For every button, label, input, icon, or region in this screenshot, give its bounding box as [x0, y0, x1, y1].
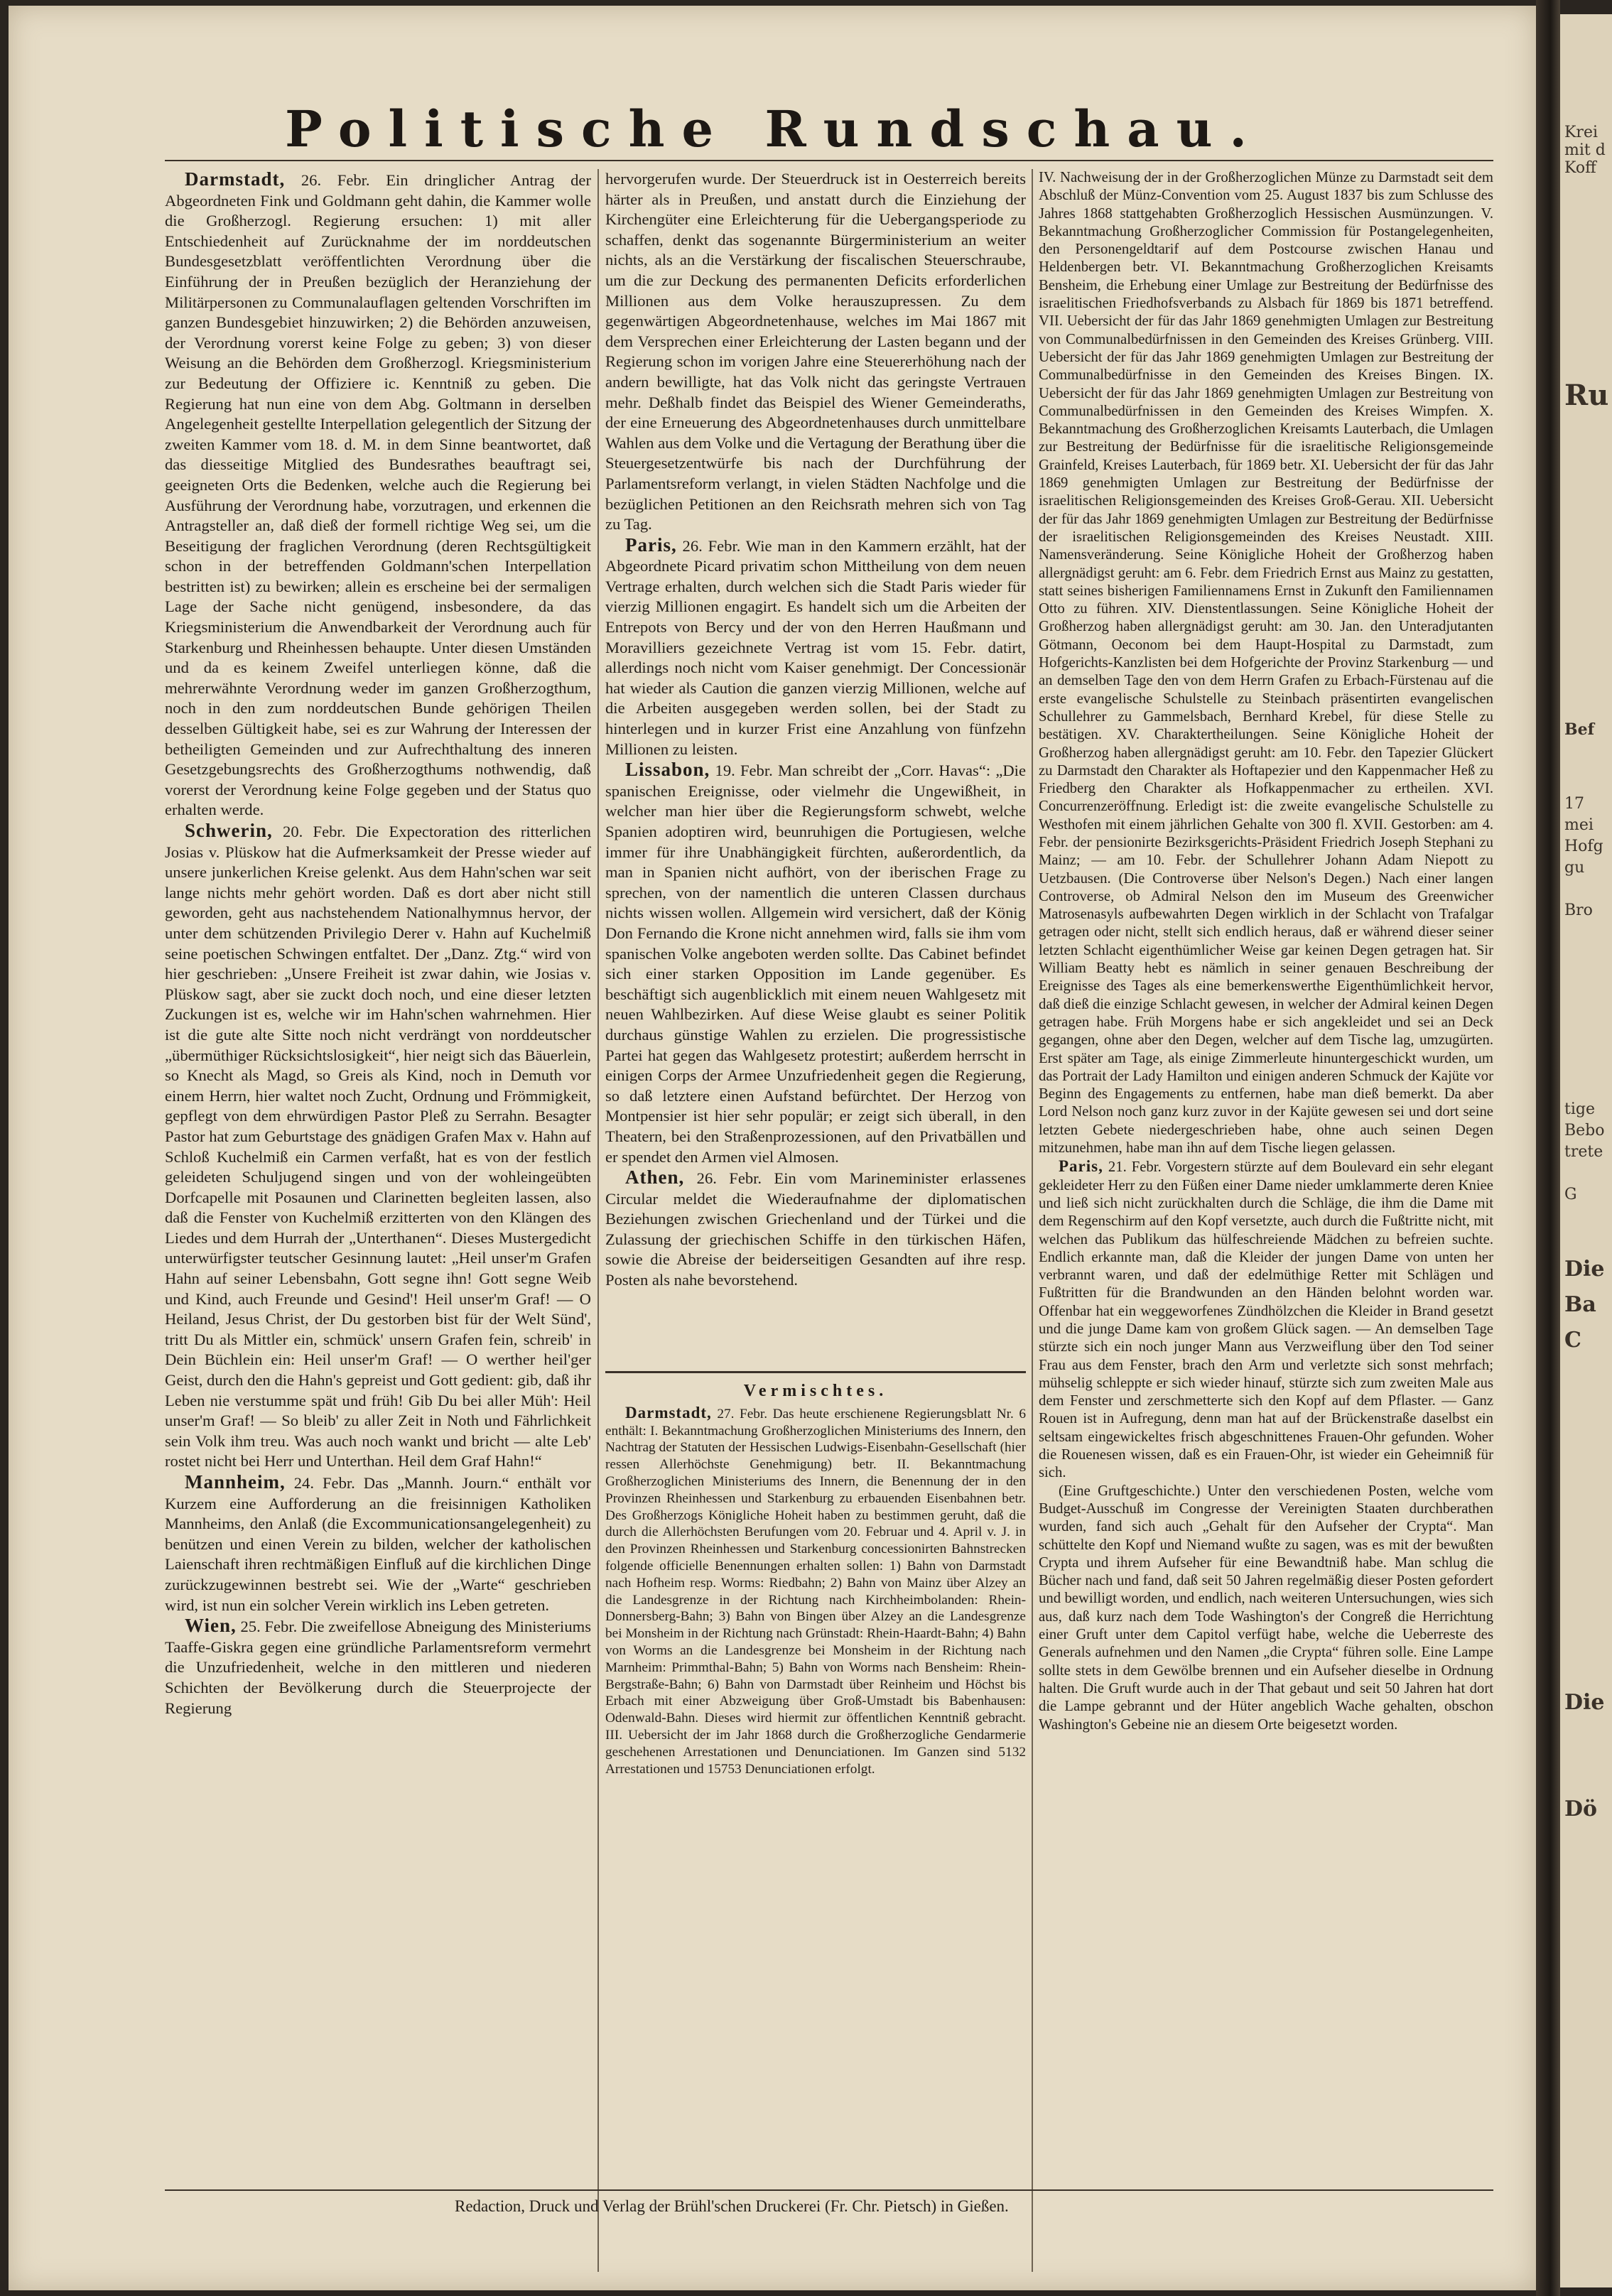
article-body: 20. Febr. Die Expectoration des ritterlichen Josias v. Plüskow hat die Aufmerksamkeit der Presse wieder auf unsere junkerlichen Kreise gelenkt. Aus dem Hahn'schen war seit lange nichts mehr gehört worden. Daß es dort aber nicht still geworden, geht aus nachstehendem Nationalhymnus hervor, der unter dem schützenden Privilegio Derer v. Hahn auf Kuchelmiß seine poetischen Schwingen entfaltet. Der „Danz. Ztg.“ wird von hier geschrieben: „Unsere Freiheit ist zwar dahin, wie Josias v. Plüskow sagt, aber sie zuckt doch noch, und eine dieser letzten Zuckungen ist es, welche wir im Hahn'schen wahrnehmen. Hier ist die gute alte Sitte noch nicht verdrängt von norddeutscher „übermüthiger Rücksichtslosigkeit“, hier neigt sich das Bäuerlein, so Knecht als Magd, so Greis als Kind, noch in Demuth vor einem Herrn, hier waltet noch Zucht, Ordnung und Frömmigkeit, gepflegt von dem ehrwürdigen Pastor Pleß zu Serrahn. Besagter Pastor hat zum Geburtstage des gnädigen Grafen Max v. Hahn auf Schloß Kuchelmiß ein Carmen verfaßt, hat es von der festlich geleideten Schuljugend singen und von der wohleingeübten Dorfcapelle mit Posaunen und Clarinetten begleiten lassen, also daß die Fenster von Kuchelmiß erzitterten von den Klängen des Liedes und dem Hurrah der „Unterthanen“. Dieses Mustergedicht unterwürfigster teutscher Gesinnung lautet: „Heil unser'm Grafen Hahn auf seiner Lebensbahn, Gott segne ihn! Gott segne Weib und Kind, auch Freunde und Gesind'! Heil unser'm Graf! — O Heiland, Jesus Christ, der Du gestorben bist für der Welt Sünd', tritt Du als Mittler ein, schmück' unsern Grafen fein, schreib' in Dein Büchlein ein: Heil unser'm Graf! — O werther heil'ger Geist, durch den die Hahn's gepreist und Gott gedient: gib, daß ihr Leben nie verstumme spät und früh! Gib Du bei aller Müh': Heil unser'm Graf! — So bleib' zu aller Zeit in Noth und Fährlichkeit sein Volk ihm treu. Was auch noch wankt und bricht — alte Leb' rostet nicht bei Herr und Unterthan. Heil dem Graf Hahn!“	[165, 823, 591, 1471]
article-body: 27. Febr. Das heute erschienene Regierungsblatt Nr. 6 enthält: I. Bekanntmachung Großherzoglichen Ministeriums des Innern, den Nachtrag der Statuten der Hessischen Ludwigs-Eisenbahn-Gesellschaft (hier ressen Allerhöchste Genehmigung) betr. II. Bekanntmachung Großherzoglichen Ministeriums des Innern, die Benennung der in den Provinzen Rheinhessen und Starkenburg zu erbauenden Eisenbahnen betr. Des Großherzogs Königliche Hoheit haben zu bestimmen geruht, daß die durch die Allerhöchsten Berufungen vom 20. Februar und 4. April v. J. in den Provinzen Rheinhessen und Starkenburg concessionirten Bahnstrecken folgende officielle Benennungen erhalten sollen: 1) Bahn von Darmstadt nach Hofheim resp. Worms: Riedbahn; 2) Bahn von Mainz über Alzey an die Landesgrenze in der Richtung nach Kirchheimbolanden: Rhein-Donnersberg-Bahn; 3) Bahn von Bingen über Alzey an die Landesgrenze bei Monsheim in der Richtung nach Grünstadt: Rhein-Haardt-Bahn; 4) Bahn von Worms an die Landesgrenze bei Monsheim in der Richtung nach Marnheim: Primmthal-Bahn; 5) Bahn von Worms nach Bensheim: Rhein-Bergstraße-Bahn; 6) Bahn von Darmstadt über Reinheim und Höchst bis Erbach mit einer Abzweigung über Groß-Umstadt bis Babenhausen: Odenwald-Bahn. Dieses wird hiermit zur öffentlichen Kenntniß gebracht. III. Uebersicht der im Jahr 1868 durch die Großherzogliche Gendarmerie geschehenen Arrestationen und Denunciationen. Im Ganzen sind 5132 Arrestationen und 15753 Denunciationen erfolgt.	[605, 1406, 1026, 1777]
dateline-place: Paris,	[625, 534, 677, 556]
column-3	[1039, 169, 1493, 2275]
dateline-place: Mannheim,	[185, 1471, 286, 1493]
article-body: 26. Febr. Ein vom Marineminister erlassenes Circular meldet die Wiederaufnahme der diplomatischen Beziehungen zwischen Griechenland und der Türkei und die Zulassung der griechischen Schiffe in den türkischen Häfen, sowie die Abreise der beiderseitigen Gesandten auf ihre resp. Posten als nahe bevorstehend.	[605, 1169, 1026, 1289]
imprint-footer: Redaction, Druck und Verlag der Brühl'schen Druckerei (Fr. Chr. Pietsch) in Gießen.	[455, 2197, 1009, 2215]
section-title: Politische Rundschau.	[285, 99, 1264, 158]
adjacent-fragment: Ba	[1564, 1292, 1596, 1317]
article-body: 19. Febr. Man schreibt der „Corr. Havas“: „Die spanischen Ereignisse, oder vielmehr die Ungewißheit, in welcher man hier über die Regierungsform schwebt, welche Spanien adoptiren wird, beunruhigen die Portugiesen, welche immer für ihre Unabhängigkeit fürchten, außerordentlich, da man in Spanien nicht aufhört, von der iberischen Frage zu sprechen, von der namentlich die unteren Classen durchaus nichts wissen wollen. Allgemein wird versichert, daß der König Don Fernando die Krone nicht annehmen wird, falls sie ihm vom spanischen Volke angeboten werden sollte. Das Cabinet befindet sich einer starken Opposition im Lande gegenüber. Es beschäftigt sich augenblicklich mit einem neuen Wahlgesetz mit neuen Wahlbezirken. Auf diese Weise glaubt es seiner Politik durchaus günstige Wahlen zu erzielen. Die progressistische Partei hat gegen das Wahlgesetz protestirt; außerdem herrscht in einigen Corps der Armee Unzufriedenheit gegen die Regierung, so daß letztere einen Aufstand befürchtet. Der Herzog von Montpensier ist hier sehr populär; er zeigt sich überall, in den Theatern, bei den Straßenprozessionen, auf den Privatbällen und er spendet den Armen viel Almosen.	[605, 762, 1026, 1166]
adjacent-fragment: Die	[1564, 1690, 1605, 1715]
article	[165, 821, 591, 1472]
article	[165, 169, 591, 821]
title-rule	[165, 160, 1493, 161]
adjacent-fragment: C	[1564, 1328, 1581, 1353]
article	[605, 759, 1026, 1167]
dateline-place: Athen,	[625, 1166, 685, 1188]
article-body: 26. Febr. Wie man in den Kammern erzählt, hat der Abgeordnete Picard privatim schon Mittheilung von dem neuen Vertrage erhalten, durch welchen sich die Stadt Paris wieder für vierzig Millionen engagirt. Es handelt sich um die Arbeiten der Entrepots von Bercy und der von den Herren Haußmann und Moravilliers gezeichnete Vertrag ist vom 15. Febr. datirt, allerdings noch nicht vom Kaiser genehmigt. Der Concessionär hat wieder als Caution die ganzen vierzig Millionen, welche auf die Arbeiten ausgegeben werden sollen, bei der Stadt zu hinterlegen und in kurzer Frist eine Anzahlung von fünfzehn Millionen zu leisten.	[605, 536, 1026, 758]
article	[605, 1404, 1026, 1778]
dateline-place: Darmstadt,	[185, 169, 286, 190]
article-body: 21. Febr. Vorgestern stürzte auf dem Boulevard ein sehr elegant gekleideter Herr zu den Füßen einer Dame nieder umklammerte deren Kniee und ließ sich nicht zurückhalten durch die Schläge, die ihm die Dame mit dem Regenschirm auf den Kopf versetzte, auch durch die Fußtritte nicht, mit welchen das Publikum das hülfeschreiende Mädchen zu befreien suchte. Endlich erkannte man, daß die Kleider der jungen Dame von unten her verbrannt waren, und daß der edelmüthige Retter mit Schlägen und Fußtritten für die Brandwunden an den Händen belohnt worden war. Offenbar hat ein weggeworfenes Zündhölzchen die Kleider in Brand gesetzt und die junge Dame kam von großem Glück sagen. — An demselben Tage stürzte sich ein noch junger Mann aus Verzweiflung über den Tod seiner Frau aus dem Fenster, brach den Arm und verletzte sich sonst mehrfach; mühselig schleppte er sich wieder hinauf, stürzte sich zum zweiten Male aus dem Fenster und zerschmetterte sich den Kopf auf dem Pflaster. — Ganz Rouen ist in Aufregung, denn man hat auf der Brückenstraße daselbst ein seltsam eingewickeltes frisch abgeschnittenes Frauen-Ohr gefunden. Woher die Rouenesen wissen, daß es ein Frauen-Ohr, ist wieder ein Geheimniß für sich.	[1039, 1159, 1493, 1481]
dateline-place: Lissabon,	[625, 759, 710, 781]
column-divider	[1032, 169, 1033, 2272]
article-body: 26. Febr. Ein dringlicher Antrag der Abgeordneten Fink und Goldmann geht dahin, die Kammer wolle die Großherzogl. Regierung ersuchen: 1) mit aller Entschiedenheit auf Zurücknahme der im norddeutschen Bundesgesetzblatt veröffentlichten Verordnung über die Einführung der in Preußen bezüglich der Heranziehung der Militärpersonen zu Communalauflagen geltenden Vorschriften im ganzen Bundesgebiet hinzuwirken; 2) die Behörden anzuweisen, der Verordnung vorerst keine Folge zu geben; 3) von dieser Weisung an die Behörden dem Großherzogl. Kriegsministerium zur Bedeutung der Offiziere ic. Kenntniß zu geben. Die Regierung hat nun eine von dem Abg. Goltmann in derselben Angelegenheit gestellte Interpellation gelegentlich der Sitzung der zweiten Kammer vom 18. d. M. in dem Sinne beantwortet, daß das diesseitige Mitglied des Bundesrathes beauftragt sei, geeigneten Orts die Bedenken, welche auch die Regierung bei Ausführung der Verordnung habe, vorzutragen, und erkennen die Antragsteller an, daß dieß der formell richtige Weg sei, um die Beseitigung der fraglichen Verordnung (deren Rechtsgültigkeit schon in der betreffenden Goldmann'schen Interpellation bestritten ist) zu bewirken; allein es erscheine bei der sermaligen Lage der Sache nicht genügend, insbesondere, da das Kriegsministerium die Anwendbarkeit der Verordnung auch für Starkenburg und Rheinhessen behaupte. Unter diesen Umständen und da es keinem Zweifel unterliegen könne, daß die mehrerwähnte Verordnung weder im ganzen Großherzogthum, noch in den zum norddeutschen Bunde gehörigen Theilen desselben Gültigkeit habe, sei es zur Wahrung der Interessen der betheiligten Gemeinden und zur Aufrechthaltung des inneren Gesetzgebungsrechts des Großherzogthums nothwendig, daß vorerst der Verordnung keine Folge gegeben und der Status quo erhalten werde.	[165, 171, 591, 819]
article	[165, 1615, 591, 1718]
adjacent-fragment: tige	[1564, 1100, 1595, 1118]
dateline-place: Schwerin,	[185, 820, 273, 841]
adjacent-fragment: mit d	[1564, 141, 1606, 159]
column-divider	[597, 169, 599, 2272]
column-1	[165, 169, 591, 2275]
article-body: 25. Febr. Die zweifellose Abneigung des Ministeriums Taaffe-Giskra gegen eine gründliche Parlamentsreform vermehrt die Unzufriedenheit, welche in den mittleren und niederen Schichten der Bevölkerung durch die Steuerprojecte der Regierung	[165, 1618, 591, 1717]
adjacent-fragment: gu	[1564, 859, 1585, 877]
adjacent-page-strip	[1560, 14, 1612, 2287]
adjacent-fragment: Koff	[1564, 159, 1596, 177]
vermischtes-heading: Vermischtes.	[743, 1382, 888, 1400]
adjacent-fragment: G	[1564, 1186, 1577, 1203]
footer-rule	[165, 2189, 1493, 2191]
adjacent-fragment: Dö	[1564, 1797, 1598, 1821]
adjacent-fragment: Bebo	[1564, 1122, 1605, 1139]
section-rule	[605, 1371, 1026, 1373]
adjacent-fragment: Die	[1564, 1257, 1605, 1282]
article	[165, 1472, 591, 1615]
dateline-place: Wien,	[185, 1615, 237, 1637]
article	[605, 169, 1026, 535]
adjacent-fragment: Krei	[1564, 124, 1599, 141]
binding-gutter	[1536, 0, 1560, 2296]
dateline-place: Darmstadt,	[625, 1403, 712, 1422]
dateline-place: Paris,	[1059, 1157, 1103, 1176]
adjacent-fragment: trete	[1564, 1143, 1603, 1161]
article-body: 24. Febr. Das „Mannh. Journ.“ enthält vor Kurzem eine Aufforderung an die freisinnigen Katholiken Mannheims, den Anlaß (die Excommunicationsangelegenheit) zu benützen und einen Verein zu bilden, welcher der katholischen Laienschaft ihren rechtmäßigen Einfluß auf die kirchlichen Dinge zurückzugewinnen bestrebt sei. Wie der „Warte“ geschrieben wird, ist nun ein solcher Verein wirklich ins Leben getreten.	[165, 1474, 591, 1614]
adjacent-fragment: mei	[1564, 816, 1594, 834]
vermischtes-section	[605, 1380, 1026, 2091]
adjacent-fragment: Bef	[1564, 720, 1595, 739]
article: (Eine Gruftgeschichte.) Unter den verschiedenen Posten, welche vom Budget-Ausschuß im Congresse der Vereinigten Staaten durchberathen wurden, fand sich auch „Gehalt für den Aufseher der Crypta“. Man schüttelte den Kopf und Niemand wußte zu sagen, was es mit der bewußten Crypta und ihrem Aufseher für eine Bewandtniß habe. Man schlug die Bücher nach und fand, daß seit 50 Jahren regelmäßig dieser Posten gefordert und bewilligt worden, und endlich, nach weiteren Untersuchungen, wies sich aus, daß kurz nach dem Tode Washington's der Congreß die Herrichtung einer Gruft unter dem Capitol verfügt habe, welche die Ueberreste des Generals aufnehmen und den Namen „die Crypta“ führen solle. Eine Lampe sollte stets in dem Gewölbe brennen und ein Aufseher dieselbe in Ordnung halten. Die Gruft wurde auch in der That gebaut und seit 50 Jahren hat dort die Lampe gebrannt und der Hüter angeblich Wache gehalten, obschon Washington's Gebeine nie an diesem Orte beigesetzt worden.	[1039, 1483, 1493, 1733]
article	[1039, 1157, 1493, 1482]
adjacent-fragment: Ru	[1564, 379, 1609, 412]
column-2	[605, 169, 1026, 1373]
article	[605, 1167, 1026, 1291]
adjacent-fragment: 17	[1564, 795, 1584, 813]
adjacent-fragment: Hofg	[1564, 838, 1603, 855]
adjacent-fragment: Bro	[1564, 901, 1593, 919]
article-body: hervorgerufen wurde. Der Steuerdruck ist in Oesterreich bereits härter als in Preußen, und anstatt durch die Einziehung der Kirchengüter eine Erleichterung für die Uebergangsperiode zu schaffen, denkt das sogenannte Bürgerministerium an weiter nichts, als an die Verstärkung der fiscalischen Steuerschraube, um die zur Deckung des permanenten Deficits erforderlichen Millionen aus dem Volke herauszupressen. Zu dem gegenwärtigen Abgeordnetenhause, welches im Mai 1867 mit dem Versprechen einer Erleichterung der Lasten begann und der Regierung schon im vorigen Jahre eine Steuererhöhung nach der andern bewilligte, hat das Volk nicht das geringste Vertrauen mehr. Deßhalb findet das Beispiel des Wiener Gemeinderaths, der eine Erneuerung des Abgeordnetenhauses durch unmittelbare Wahlen aus dem Volke und die Vertagung der Berathung über die Steuergesetzentwürfe bis nach der Durchführung der Parlamentsreform verlangt, in vielen Städten Nachfolge und die bezüglichen Petitionen an den Reichsrath mehren sich von Tag zu Tag.	[605, 170, 1026, 534]
article	[605, 535, 1026, 760]
regierungsblatt-list: IV. Nachweisung der in der Großherzoglichen Münze zu Darmstadt seit dem Abschluß der Münz-Convention vom 25. August 1837 bis zum Schlusse des Jahres 1868 stattgehabten Großherzoglich Hessischen Ausmünzungen. V. Bekanntmachung Großherzoglicher Commission für Postangelegenheiten, den Personengeldtarif auf dem Postcourse zwischen Hanau und Heldenbergen betr. VI. Bekanntmachung Großherzoglichen Kreisamts Bensheim, die Erhebung einer Umlage zur Bestreitung der Bedürfnisse des israelitischen Friedhofsverbands zu Alsbach für 1869 bis 1871 betreffend. VII. Uebersicht der für das Jahr 1869 genehmigten Umlagen zur Bestreitung von Communalbedürfnissen in den Gemeinden des Kreises Grünberg. VIII. Uebersicht der für das Jahr 1869 genehmigten Umlagen zur Bestreitung der Communalbedürfnisse in den Gemeinden des Kreises Bingen. IX. Uebersicht der für das Jahr 1869 genehmigten Umlagen zur Bestreitung von Communalbedürfnissen in den Gemeinden des Kreises Wimpfen. X. Bekanntmachung des Großherzoglichen Kreisamts Lauterbach, die Umlagen zur Bestreitung der Bedürfnisse für die israelitische Religionsgemeinde Grainfeld, Kreises Lauterbach, für 1869 betr. XI. Uebersicht der für das Jahr 1869 genehmigten Umlagen zur Bestreitung der Bedürfnisse der israelitischen Religionsgemeinden des Kreises Groß-Gerau. XII. Uebersicht der für das Jahr 1869 genehmigten Umlagen zur Bestreitung der Bedürfnisse der israelitischen Religionsgemeinden des Kreises Neustadt. XIII. Namensveränderung. Seine Königliche Hoheit der Großherzog haben allergnädigst geruht: am 6. Febr. dem Friedrich Ernst aus Mainz zu gestatten, statt seines bisherigen Familiennamens Ernst in Zukunft den Familiennamen Otto zu führen. XIV. Dienstentlassungen. Seine Königliche Hoheit der Großherzog haben allergnädigst geruht: am 30. Jan. den Unteradjutanten Götmann, Oeconom bei dem Haupt-Hospital zu Darmstadt, zum Hofgerichts-Kanzlisten bei dem Hofgerichte der Provinz Starkenburg — und an demselben Tage den von dem Herrn Grafen zu Erbach-Fürstenau auf die erste evangelische Schulstelle zu Steinbach präsentirten evangelischen Schullehrer zu Gammelsbach, Bernhard Krebel, für diese Stelle zu bestätigen. XV. Charaktertheilungen. Seine Königliche Hoheit der Großherzog haben allergnädigst geruht: am 10. Febr. den Tapezier Glückert zu Darmstadt den Charakter als Hoftapezier und den Kappenmacher Heß zu Friedberg den Charakter als Hofkappenmacher zu ertheilen. XVI. Concurrenzeröffnung. Erledigt ist: die zweite evangelische Schulstelle zu Westhofen mit einem jährlichen Gehalte von 300 fl. XVII. Gestorben: am 4. Febr. der pensionirte Bezirksgerichts-Präsident Friedrich Joseph Stephani zu Mainz; — am 10. Febr. der Schullehrer Johann Adam Niepott zu Uetzbausen. (Die Controverse über Nelson's Degen.) Nach einer langen Controverse, ob Admiral Nelson den im Museum des Greenwicher Matrosenasyls aufbewahrten Degen wirklich in der Schlacht von Trafalgar getragen oder nicht, stellt sich endlich heraus, daß er während dieser seiner letzten Schlacht eigenthümlicher Weise gar keinen Degen getragen hat. Sir William Beatty hebt es nämlich in seiner genauen Beschreibung der Ereignisse des Tages als eine bemerkenswerthe Eigenthümlichkeit hervor, daß dieß die einzige Schlacht gewesen, in welcher der Admiral keinen Degen getragen habe. Früh Morgens habe er sich angekleidet und sei an Deck gegangen, ohne aber den Degen, welcher auf dem Tische lag, umzugürten. Erst später am Tage, als einige Zimmerleute hinuntergeschickt wurden, um das Portrait der Lady Hamilton und einigen anderen Schmuck der Kajüte vor Beginn des Engagements zu entfernen, habe man dieß bemerkt. Da aber Lord Nelson noch ganz kurz zuvor in der Kajüte gewesen sei und dort seine letzten Gebete niedergeschrieben habe, ohne auch seinen Degen mitzunehmen, habe man ihn auf dem Tische liegen gelassen.	[1039, 170, 1493, 1157]
